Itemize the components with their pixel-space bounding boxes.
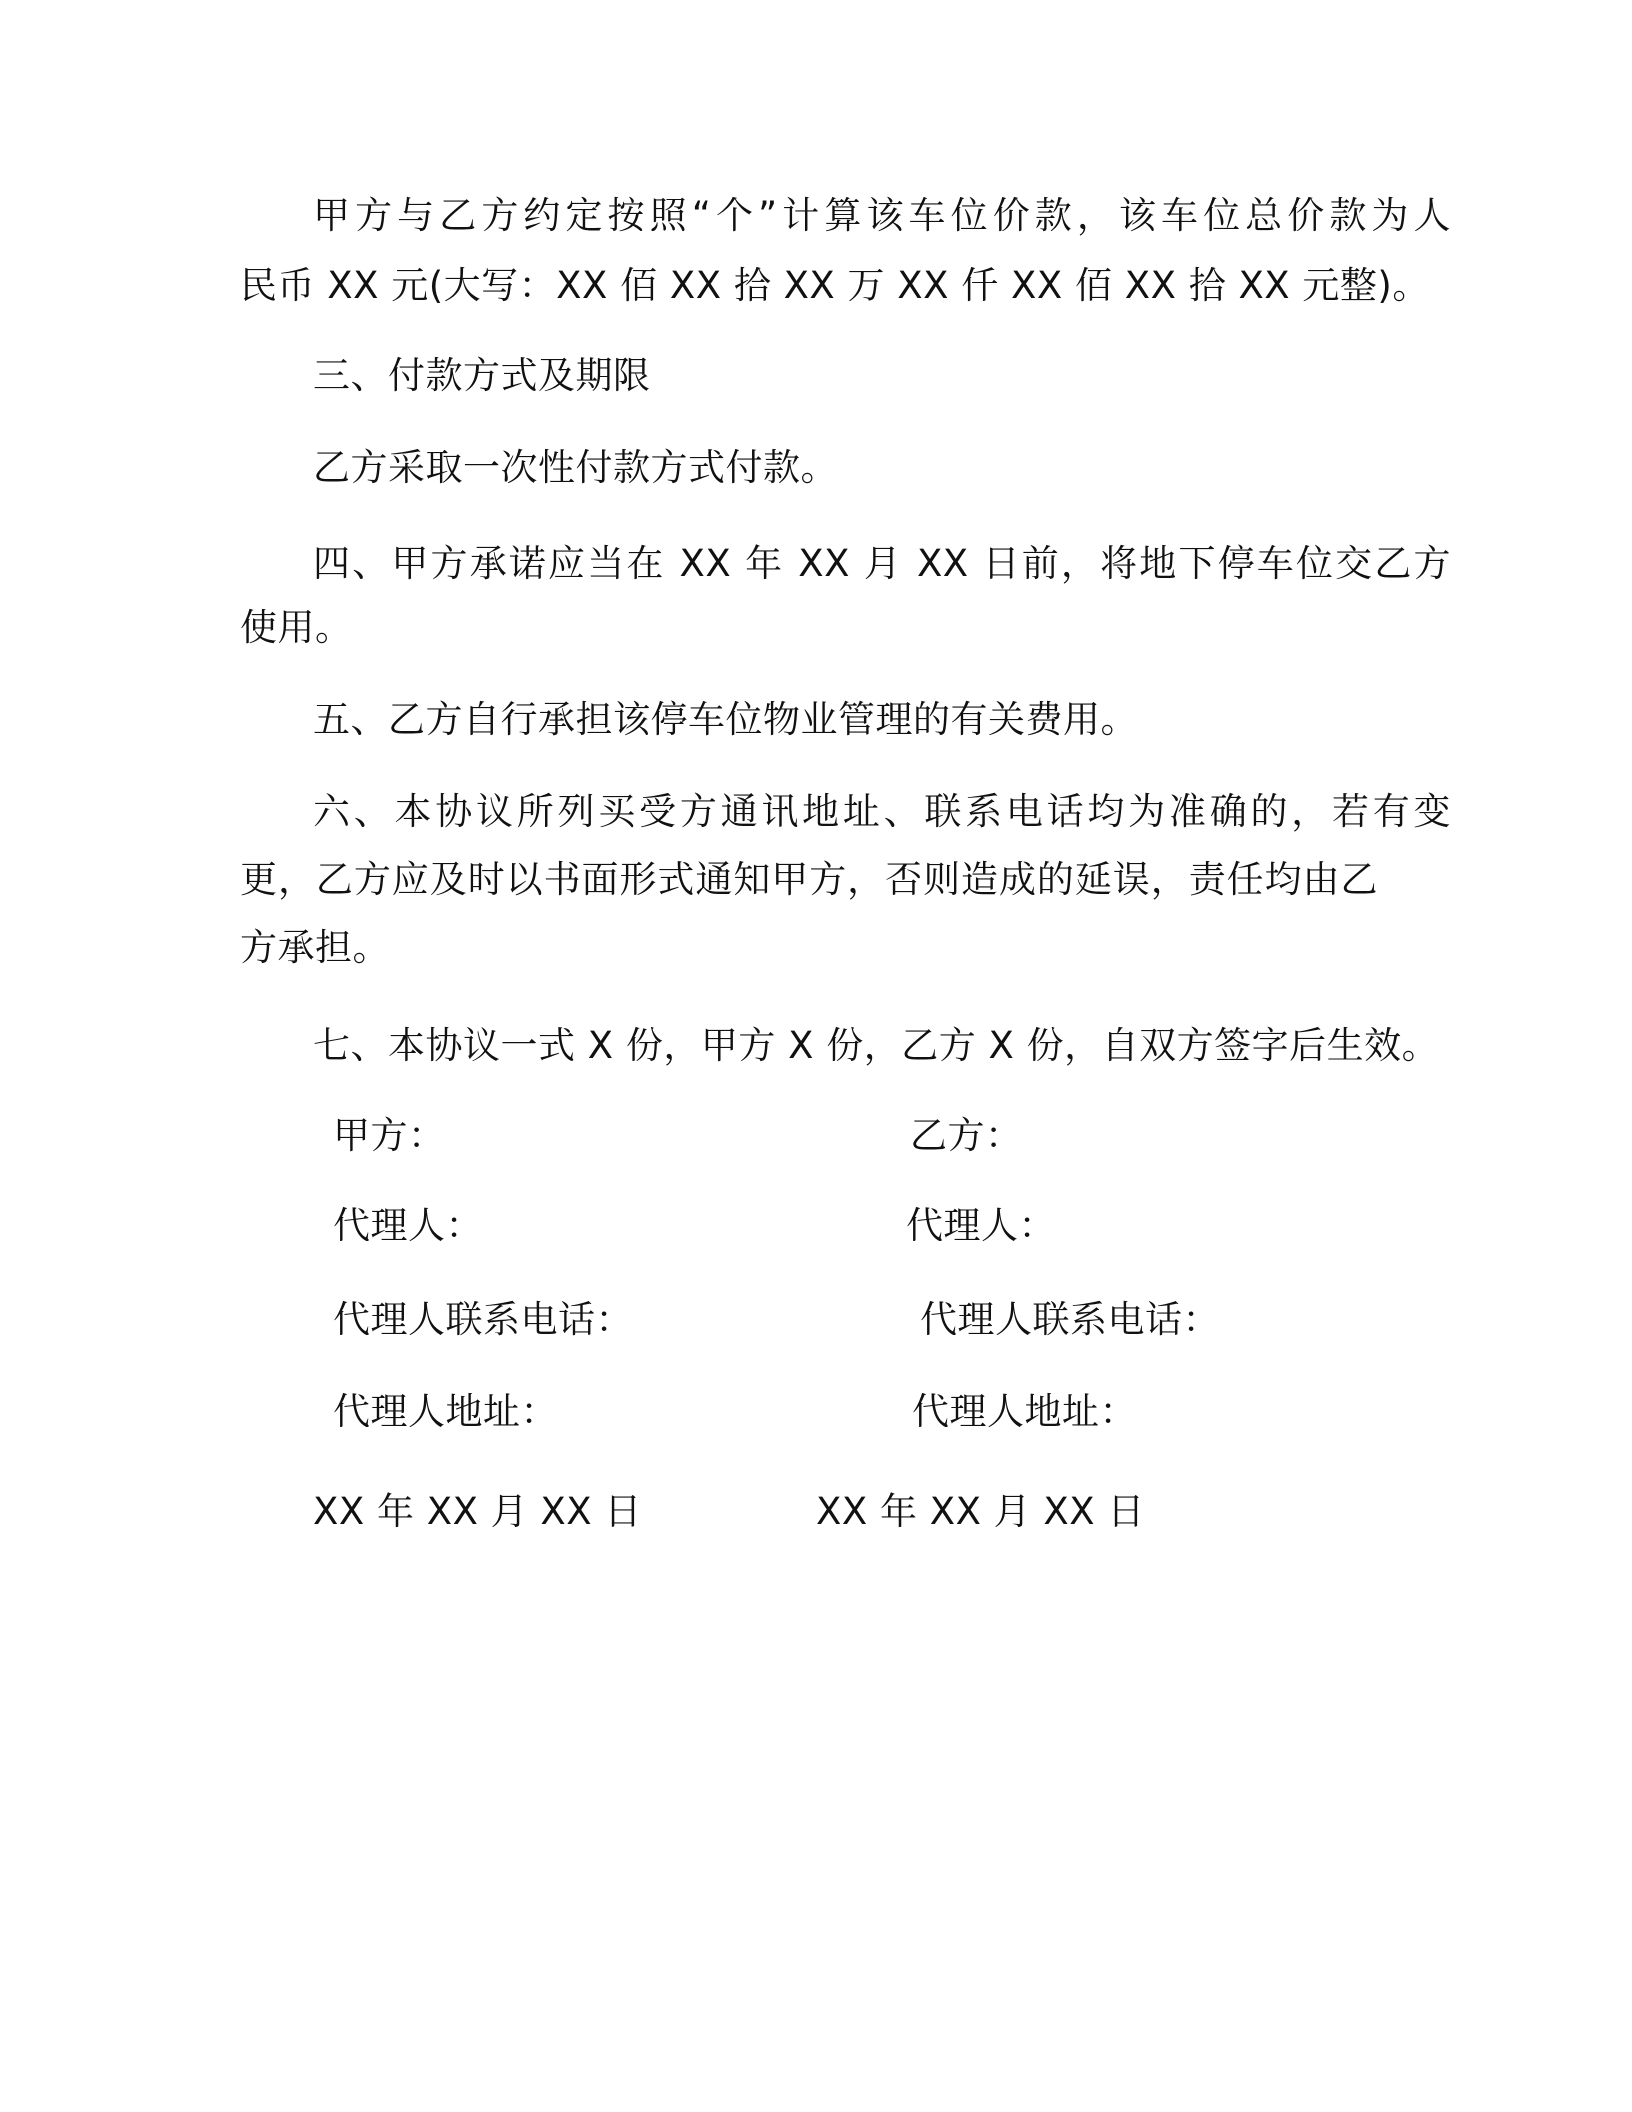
section-6-line-3: 方承担。 — [240, 926, 390, 969]
section-3-body: 乙方采取一次性付款方式付款。 — [313, 446, 838, 489]
section-6-line-1: 六、本协议所列买受方通讯地址、联系电话均为准确的，若有变 — [313, 790, 1451, 833]
party-b-date: XX 年 XX 月 XX 日 — [816, 1490, 1145, 1533]
price-paragraph-line-2: 民币 XX 元(大写：XX 佰 XX 拾 XX 万 XX 仟 XX 佰 XX 拾 XX 元整)。 — [240, 264, 1430, 307]
party-a-agent-phone-label: 代理人联系电话： — [333, 1298, 633, 1341]
section-4-line-2: 使用。 — [240, 606, 353, 649]
section-6-line-2: 更，乙方应及时以书面形式通知甲方，否则造成的延误，责任均由乙 — [240, 858, 1378, 901]
section-3-heading: 三、付款方式及期限 — [313, 354, 651, 397]
party-b-agent-label: 代理人： — [906, 1204, 1056, 1247]
price-paragraph-line-1: 甲方与乙方约定按照“个”计算该车位价款，该车位总价款为人 — [313, 194, 1451, 237]
section-7: 七、本协议一式 X 份，甲方 X 份，乙方 X 份，自双方签字后生效。 — [313, 1024, 1440, 1067]
section-4-line-1: 四、甲方承诺应当在 XX 年 XX 月 XX 日前，将地下停车位交乙方 — [313, 542, 1451, 585]
party-a-date: XX 年 XX 月 XX 日 — [313, 1490, 642, 1533]
party-b-agent-address-label: 代理人地址： — [912, 1390, 1137, 1433]
party-b-agent-phone-label: 代理人联系电话： — [920, 1298, 1220, 1341]
party-a-agent-label: 代理人： — [333, 1204, 483, 1247]
section-5: 五、乙方自行承担该停车位物业管理的有关费用。 — [313, 698, 1138, 741]
party-a-agent-address-label: 代理人地址： — [333, 1390, 558, 1433]
party-a-label: 甲方： — [333, 1114, 446, 1157]
party-b-label: 乙方： — [910, 1114, 1023, 1157]
